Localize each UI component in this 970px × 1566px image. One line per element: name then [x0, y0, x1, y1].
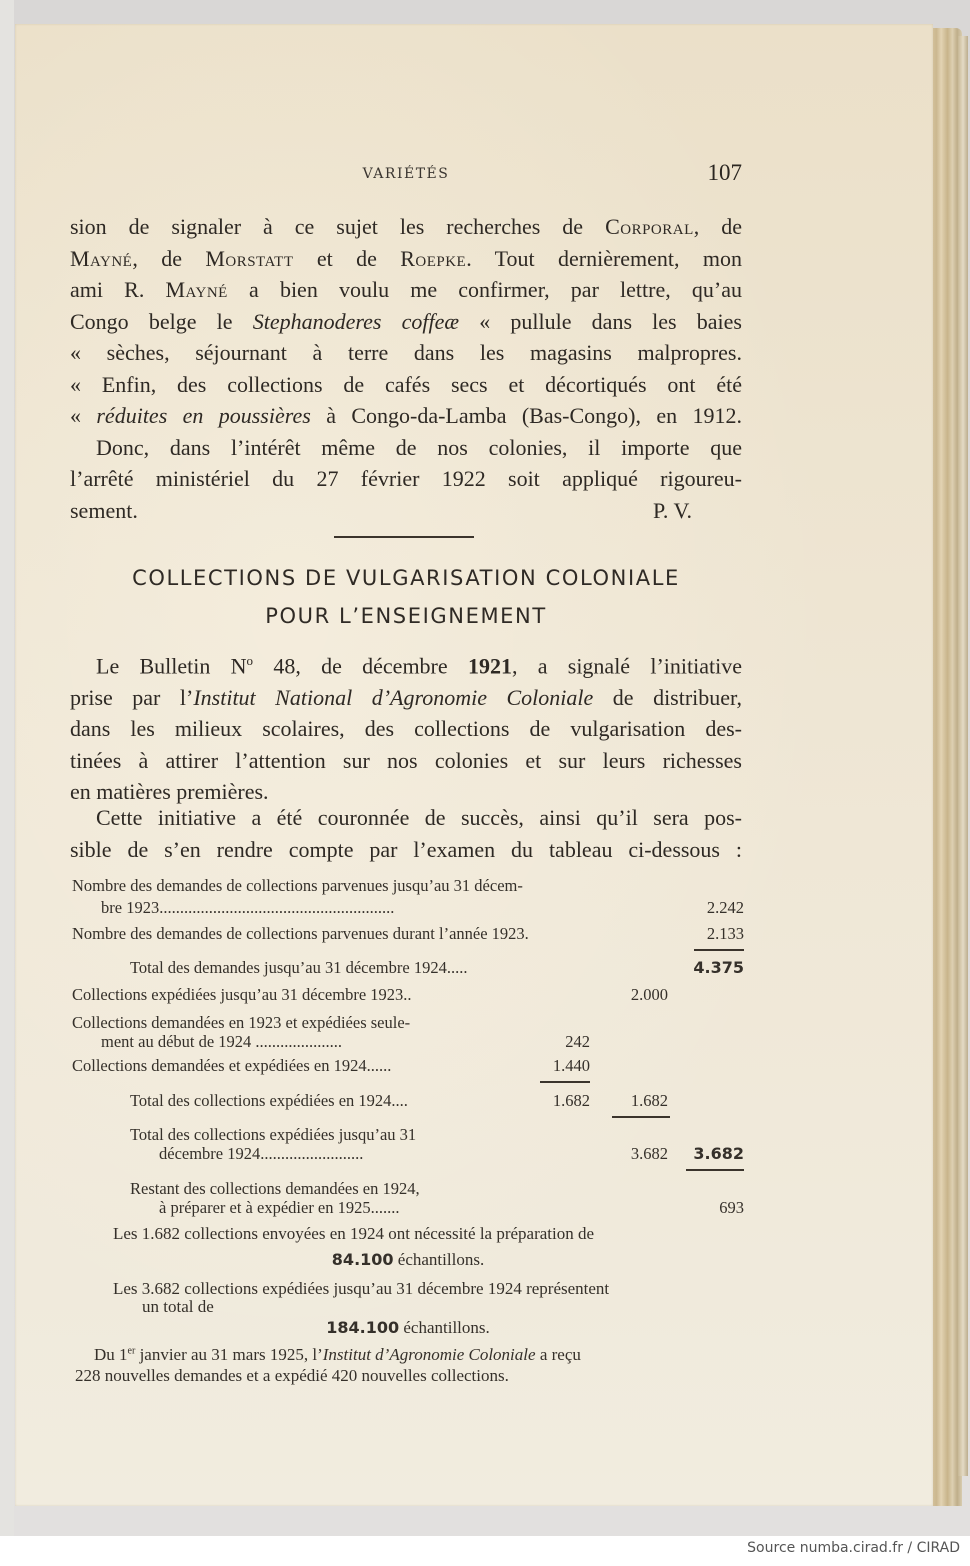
table-row: Collections demandées en 1923 et expédiées seule-: [72, 1013, 411, 1032]
text-line: dans les milieux scolaires, des collections de vulgarisation des-: [70, 716, 742, 742]
text-line: Le Bulletin $N^o$ 48, de décembre 1921, a signalé l’initiative: [96, 653, 742, 679]
signature: P. V.: [653, 497, 692, 523]
running-head-section: VARIÉTÉS: [362, 166, 450, 182]
text-line: Cette initiative a été couronnée de succès, ainsi qu’il sera pos-: [96, 805, 742, 830]
page-number: 107: [707, 160, 742, 185]
sum-rule: [540, 1081, 590, 1083]
table-row: Collections expédiées jusqu’au 31 décembre 1923.. 2.000: [72, 985, 668, 1004]
sum-rule: [686, 1169, 744, 1171]
table-row: à préparer et à expédier en 1925....... 693: [159, 1198, 744, 1217]
text-line: « sèches, séjournant à terre dans les magasins malpropres.: [70, 340, 742, 365]
article-title-line-1: COLLECTIONS DE VULGARISATION COLONIALE: [132, 566, 680, 590]
table-row: Collections demandées et expédiées en 1924...... 1.440: [72, 1056, 590, 1075]
sum-rule: [694, 949, 744, 951]
table-row: décembre 1924......................... 3.682 3.682: [159, 1144, 744, 1163]
section-divider: [334, 536, 474, 538]
book-fore-edge-outer: [958, 36, 968, 1476]
note-1: Les 1.682 collections envoyées en 1924 ont nécessité la préparation de: [113, 1224, 595, 1243]
article-paragraph-2: [70, 802, 742, 865]
text-line: « Enfin, des collections de cafés secs et décortiqués ont été: [70, 371, 742, 397]
text-line: Donc, dans l’intérêt même de nos colonies, il importe que: [96, 434, 742, 460]
note-2-cont: un total de: [142, 1297, 214, 1316]
source-credit: Source numba.cirad.fr / CIRAD: [747, 1540, 960, 1556]
table-row: Restant des collections demandées en 1924,: [130, 1179, 420, 1198]
table-row: Total des collections expédiées jusqu’au 31: [130, 1125, 417, 1144]
article-title-line-2: POUR L’ENSEIGNEMENT: [265, 604, 547, 628]
table-row: Total des collections expédiées en 1924.... 1.682 1.682: [130, 1091, 668, 1110]
text-line: sion de signaler à ce sujet les recherches de Corporal, de: [70, 214, 743, 239]
sum-rule: [612, 1116, 670, 1118]
note-3-cont: 228 nouvelles demandes et a expédié 420 nouvelles collections.: [75, 1366, 509, 1385]
text-line: « réduites en poussières à Congo-da-Lamba (Bas-Congo), en 1912.: [70, 403, 743, 428]
text-line: Mayné, de Morstatt et de Roepke. Tout dernièrement, mon: [70, 245, 742, 271]
note-2: Les 3.682 collections expédiées jusqu’au 31 décembre 1924 représentent: [113, 1279, 610, 1298]
running-header: [70, 160, 742, 190]
text-line: prise par l’Institut National d’Agronomie Coloniale de distribuer,: [70, 684, 743, 710]
text-line: tinées à attirer l’attention sur nos colonies et sur leurs richesses: [70, 747, 742, 773]
scan-left-edge: [0, 0, 14, 1536]
note-1-value: 84.100 échantillons.: [331, 1250, 485, 1269]
note-2-value: 184.100 échantillons.: [326, 1318, 490, 1337]
table-row: ment au début de 1924 ..................... 242: [101, 1032, 590, 1051]
table-row: Nombre des demandes de collections parvenues jusqu’au 31 décem-: [72, 876, 523, 895]
table-row: bre 1923......................................................... 2.242: [101, 898, 744, 917]
text-line: Congo belge le Stephanoderes coffeæ « pullule dans les baies: [70, 308, 742, 334]
previous-article-text: [70, 211, 742, 526]
note-3: Du 1er janvier au 31 mars 1925, l’Institut d’Agronomie Coloniale a reçu: [94, 1345, 581, 1364]
text-line: en matières premières.: [70, 779, 269, 805]
text-line: sement. P. V.: [70, 495, 742, 527]
article-paragraph-1: [70, 645, 742, 808]
table-row: Nombre des demandes de collections parvenues durant l’année 1923. 2.133: [72, 924, 744, 943]
text-line: ami R. Mayné a bien voulu me confirmer, par lettre, qu’au: [70, 277, 743, 302]
text-line: sible de s’en rendre compte par l’examen du tableau ci-dessous :: [70, 836, 742, 862]
text-line: l’arrêté ministériel du 27 février 1922 soit appliqué rigoureu-: [70, 466, 742, 491]
table-row: Total des demandes jusqu’au 31 décembre 1924..... 4.375: [130, 958, 744, 977]
